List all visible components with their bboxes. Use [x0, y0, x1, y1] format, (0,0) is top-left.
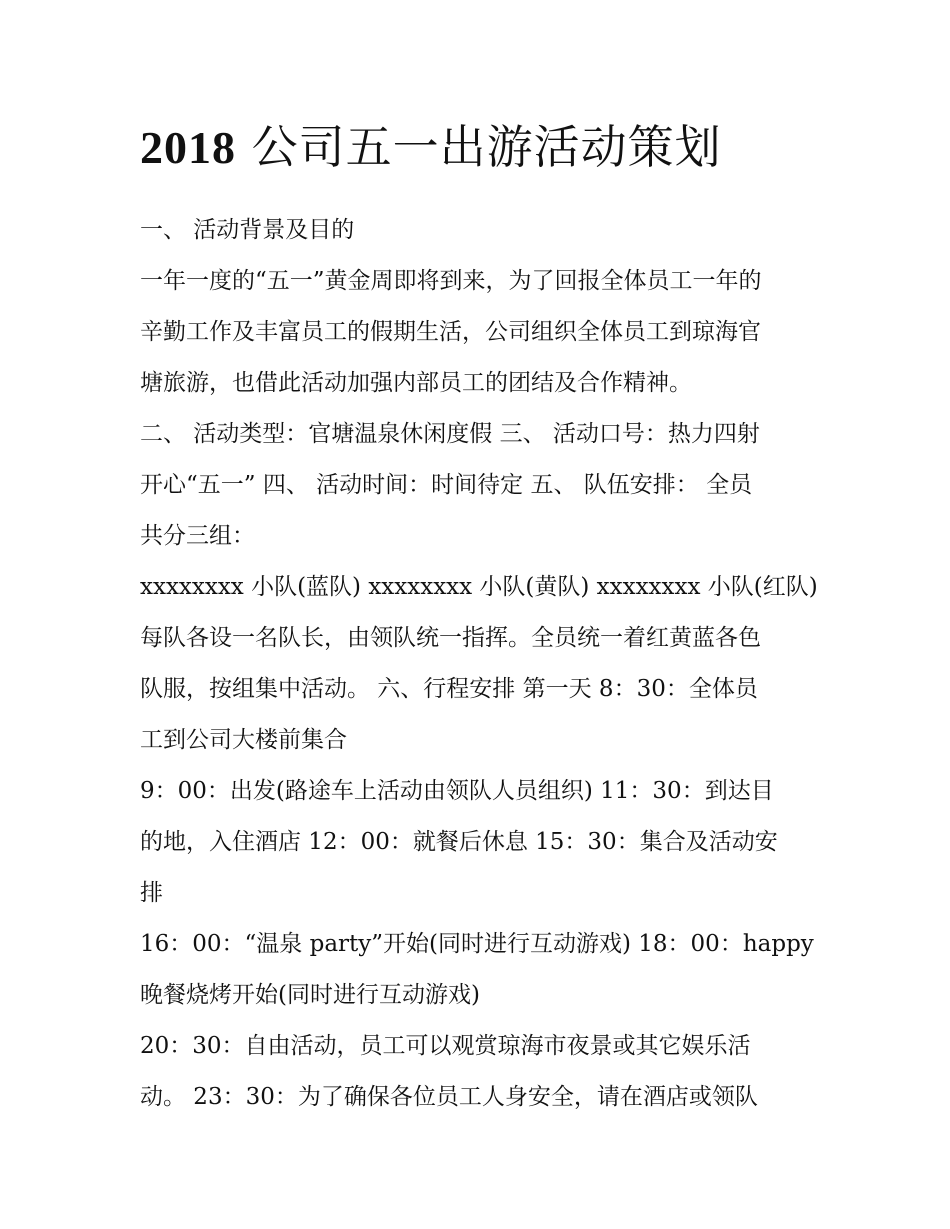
- title-text: 公司五一出游活动策划: [251, 120, 722, 174]
- team-list-line: xxxxxxxx 小队(蓝队) xxxxxxxx 小队(黄队) xxxxxxxx 小队(红队): [140, 574, 818, 600]
- schedule-line: 的地，入住酒店 12：00：就餐后休息 15：30：集合及活动安: [140, 829, 778, 855]
- schedule-line: 晚餐烧烤开始(同时进行互动游戏): [140, 982, 480, 1008]
- text-line: 工到公司大楼前集合: [140, 727, 347, 753]
- document-title: [140, 112, 820, 183]
- text-line: 共分三组：: [140, 523, 255, 549]
- title-year: 2018: [140, 122, 236, 173]
- text-line: 二、 活动类型：官塘温泉休闲度假 三、 活动口号：热力四射: [140, 421, 760, 447]
- schedule-line: 排: [140, 880, 163, 906]
- section-heading-background: 一、 活动背景及目的: [140, 217, 355, 243]
- text-line: 一年一度的“五一”黄金周即将到来，为了回报全体员工一年的: [140, 268, 762, 294]
- text-line: 辛勤工作及丰富员工的假期生活，公司组织全体员工到琼海官: [140, 319, 761, 345]
- text-line: 队服，按组集中活动。 六、行程安排 第一天 8：30：全体员: [140, 676, 758, 702]
- text-line: 塘旅游，也借此活动加强内部员工的团结及合作精神。: [140, 370, 692, 396]
- text-line: 每队各设一名队长，由领队统一指挥。全员统一着红黄蓝各色: [140, 625, 761, 651]
- document-page: [140, 112, 820, 1123]
- document-body: [140, 205, 820, 1123]
- text-line: 开心“五一” 四、 活动时间：时间待定 五、 队伍安排： 全员: [140, 472, 753, 498]
- schedule-line: 动。 23：30：为了确保各位员工人身安全，请在酒店或领队: [140, 1084, 758, 1110]
- schedule-line: 9：00：出发(路途车上活动由领队人员组织) 11：30：到达目: [140, 778, 774, 804]
- schedule-line: 16：00：“温泉 party”开始(同时进行互动游戏) 18：00：happy: [140, 931, 814, 957]
- schedule-line: 20：30：自由活动，员工可以观赏琼海市夜景或其它娱乐活: [140, 1033, 751, 1059]
